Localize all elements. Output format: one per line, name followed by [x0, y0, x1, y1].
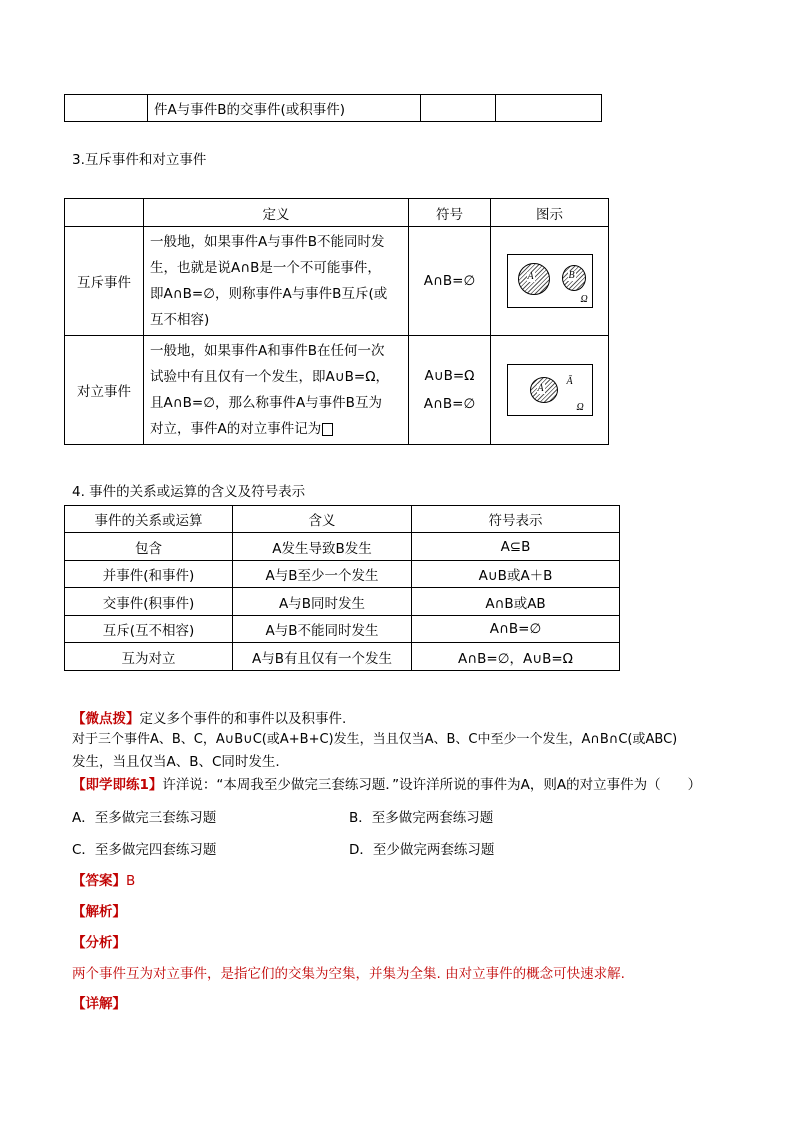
omega-label: Ω — [580, 294, 588, 305]
option-c: C．至多做完四套练习题 — [72, 842, 217, 858]
meaning-cell: A与B有且仅有一个发生 — [233, 643, 412, 671]
definition-exclusive: 一般地，如果事件A与事件B不能同时发 生，也就是说A∩B是一个不可能事件， 即A∩B=∅，则称事件A与事件B互斥(或 互不相容) — [144, 227, 409, 336]
omega-label: Ω — [576, 402, 584, 413]
exclusive-events-table — [64, 198, 609, 445]
meaning-cell: A与B同时发生 — [233, 588, 412, 616]
diagram-exclusive — [491, 227, 609, 336]
detail-label: 【详解】 — [72, 996, 126, 1012]
exercise-question: 许洋说：“本周我至少做完三套练习题．”设许洋所说的事件为A，则A的对立事件为（ ） — [162, 777, 702, 793]
top-table-empty-cell — [421, 95, 496, 122]
meaning-cell: A与B至少一个发生 — [233, 561, 412, 588]
header-relation: 事件的关系或运算 — [65, 506, 233, 533]
option-a: A．至多做完三套练习题 — [72, 810, 217, 826]
row-name-complementary: 对立事件 — [65, 336, 144, 445]
tip-line-2: 对于三个事件A、B、C，A∪B∪C(或A+B+C)发生，当且仅当A、B、C中至少一个发生，A∩B∩C(或ABC) — [72, 732, 678, 747]
header-notation: 符号表示 — [412, 506, 620, 533]
section3-heading: 3.互斥事件和对立事件 — [72, 152, 207, 168]
meaning-cell: A发生导致B发生 — [233, 533, 412, 561]
meaning-cell: A与B不能同时发生 — [233, 616, 412, 643]
row-name-exclusive: 互斥事件 — [65, 227, 144, 336]
analysis-label: 【解析】 — [72, 904, 126, 920]
set-a-label: A — [527, 271, 534, 282]
option-b: B．至多做完两套练习题 — [349, 810, 494, 826]
set-b-label: B — [568, 270, 575, 281]
fenxi-label: 【分析】 — [72, 935, 126, 951]
set-a-label: A — [537, 383, 544, 394]
header-symbol: 符号 — [409, 199, 491, 227]
table-row — [65, 588, 620, 616]
option-d: D．至少做完两套练习题 — [349, 842, 495, 858]
relation-cell: 互为对立 — [65, 643, 233, 671]
answer-value: B — [126, 873, 136, 889]
tip-line — [72, 707, 346, 727]
table-row — [65, 533, 620, 561]
notation-cell: A∩B=∅ — [412, 616, 620, 643]
table-row — [65, 561, 620, 588]
tip-label: 【微点拨】 — [72, 711, 140, 727]
symbol-complementary: A∪B=Ω A∩B=∅ — [409, 336, 491, 445]
relation-cell: 交事件(积事件) — [65, 588, 233, 616]
top-table — [64, 94, 602, 122]
tip-title: 定义多个事件的和事件以及积事件. — [139, 711, 347, 727]
notation-cell: A∪B或A＋B — [412, 561, 620, 588]
placeholder-image-icon — [322, 423, 333, 436]
diagram-complementary — [491, 336, 609, 445]
complement-a-label: Ā — [566, 376, 573, 387]
relation-cell: 包含 — [65, 533, 233, 561]
header-meaning: 含义 — [233, 506, 412, 533]
venn-diagram-exclusive — [507, 254, 593, 308]
section4-heading: 4. 事件的关系或运算的含义及符号表示 — [72, 484, 306, 500]
analysis-text: 两个事件互为对立事件，是指它们的交集为空集，并集为全集. 由对立事件的概念可快速求解. — [72, 966, 625, 982]
notation-cell: A⊆B — [412, 533, 620, 561]
table-row — [65, 616, 620, 643]
definition-complementary: 一般地，如果事件A和事件B在任何一次 试验中有且仅有一个发生，即A∪B=Ω， 且A∩B=∅，那么称事件A与事件B互为 对立，事件A的对立事件记为 — [144, 336, 409, 445]
top-table-empty-cell — [65, 95, 148, 122]
top-table-empty-cell — [496, 95, 602, 122]
answer-line — [72, 869, 135, 889]
symbol-exclusive: A∩B=∅ — [409, 227, 491, 336]
relation-cell: 并事件(和事件) — [65, 561, 233, 588]
exercise-question-line — [72, 773, 701, 793]
notation-cell: A∩B或AB — [412, 588, 620, 616]
header-empty-cell — [65, 199, 144, 227]
event-relations-table — [64, 505, 620, 671]
tip-line-3: 发生，当且仅当A、B、C同时发生. — [72, 754, 280, 770]
venn-diagram-complementary — [507, 364, 593, 416]
relation-cell: 互斥(互不相容) — [65, 616, 233, 643]
notation-cell: A∩B=∅，A∪B=Ω — [412, 643, 620, 671]
header-definition: 定义 — [144, 199, 409, 227]
table-row — [65, 643, 620, 671]
exercise-label: 【即学即练1】 — [72, 777, 163, 793]
answer-label: 【答案】 — [72, 873, 126, 889]
top-table-text-cell: 件A与事件B的交事件(或积事件) — [148, 95, 421, 122]
header-diagram: 图示 — [491, 199, 609, 227]
